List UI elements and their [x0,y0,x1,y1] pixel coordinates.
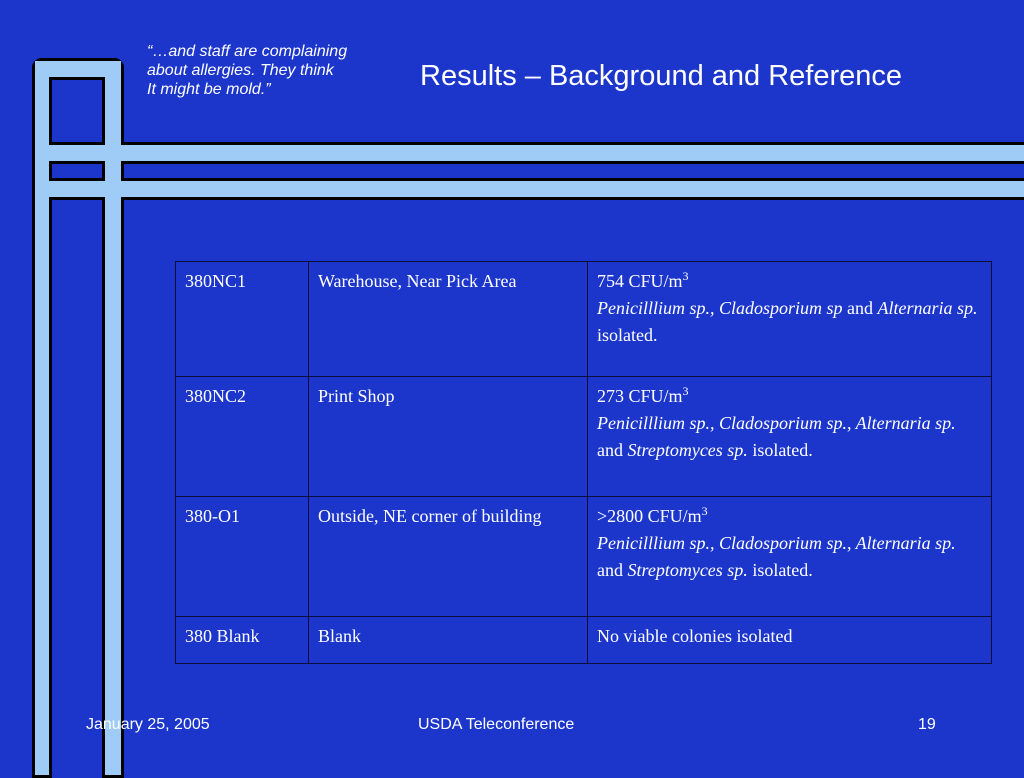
table-row [176,262,992,377]
result-cell [588,497,992,617]
frame-bar-horizontal-lower [32,178,1024,200]
location-cell: Warehouse, Near Pick Area [309,262,588,377]
cfu-count: No viable colonies isolated [597,626,793,646]
exponent: 3 [682,269,689,283]
table-row [176,617,992,664]
location-cell: Print Shop [309,377,588,497]
sample-id-cell: 380NC1 [176,262,309,377]
result-text: and [597,440,628,460]
exponent: 3 [682,384,689,398]
frame-bar-horizontal-upper [32,142,1024,164]
frame-joint [35,77,49,774]
footer-date: January 25, 2005 [86,716,210,733]
result-text: isolated. [747,560,813,580]
results-table [175,261,992,664]
result-cell [588,262,992,377]
organism-name: Streptomyces sp. [627,560,748,580]
slide-title: Results – Background and Reference [420,60,903,92]
organisms-text [597,530,982,584]
quote-line: “…and staff are complaining [147,43,348,60]
table-row [176,497,992,617]
organism-name: Alternaria sp. [877,298,978,318]
cfu-count: 754 CFU/$m^3$ [597,269,689,291]
result-text: isolated. [747,440,813,460]
result-cell [588,617,992,664]
frame-joint [105,61,121,77]
organisms-text [597,410,982,464]
exponent: 3 [701,504,708,518]
quote-line: about allergies. They think [147,62,334,79]
organism-name: Penicilllium sp., Cladosporium sp., Alternaria sp. [597,413,956,433]
location-cell: Blank [309,617,588,664]
cfu-count: 273 CFU/$m^3$ [597,384,689,406]
footer-title: USDA Teleconference [418,716,575,733]
result-cell [588,377,992,497]
sample-id-cell: 380 Blank [176,617,309,664]
result-text: and [597,560,628,580]
frame-joint [105,77,121,774]
page-number: 19 [918,716,936,733]
organism-name: Penicilllium sp., Cladosporium sp [597,298,843,318]
result-text: and [842,298,878,318]
quote-text [147,42,407,99]
sample-id-cell: 380-O1 [176,497,309,617]
table-row [176,377,992,497]
result-text: isolated. [597,325,658,345]
frame-joint [49,145,105,161]
quote-line: It might be mold.” [147,81,271,98]
organism-name: Penicilllium sp., Cladosporium sp., Alternaria sp. [597,533,956,553]
organism-name: Streptomyces sp. [627,440,748,460]
location-cell: Outside, NE corner of building [309,497,588,617]
frame-joint [49,181,105,197]
cfu-count: >2800 CFU/$m^3$ [597,504,708,526]
organisms-text [597,295,982,349]
sample-id-cell: 380NC2 [176,377,309,497]
frame-joint [35,61,49,77]
